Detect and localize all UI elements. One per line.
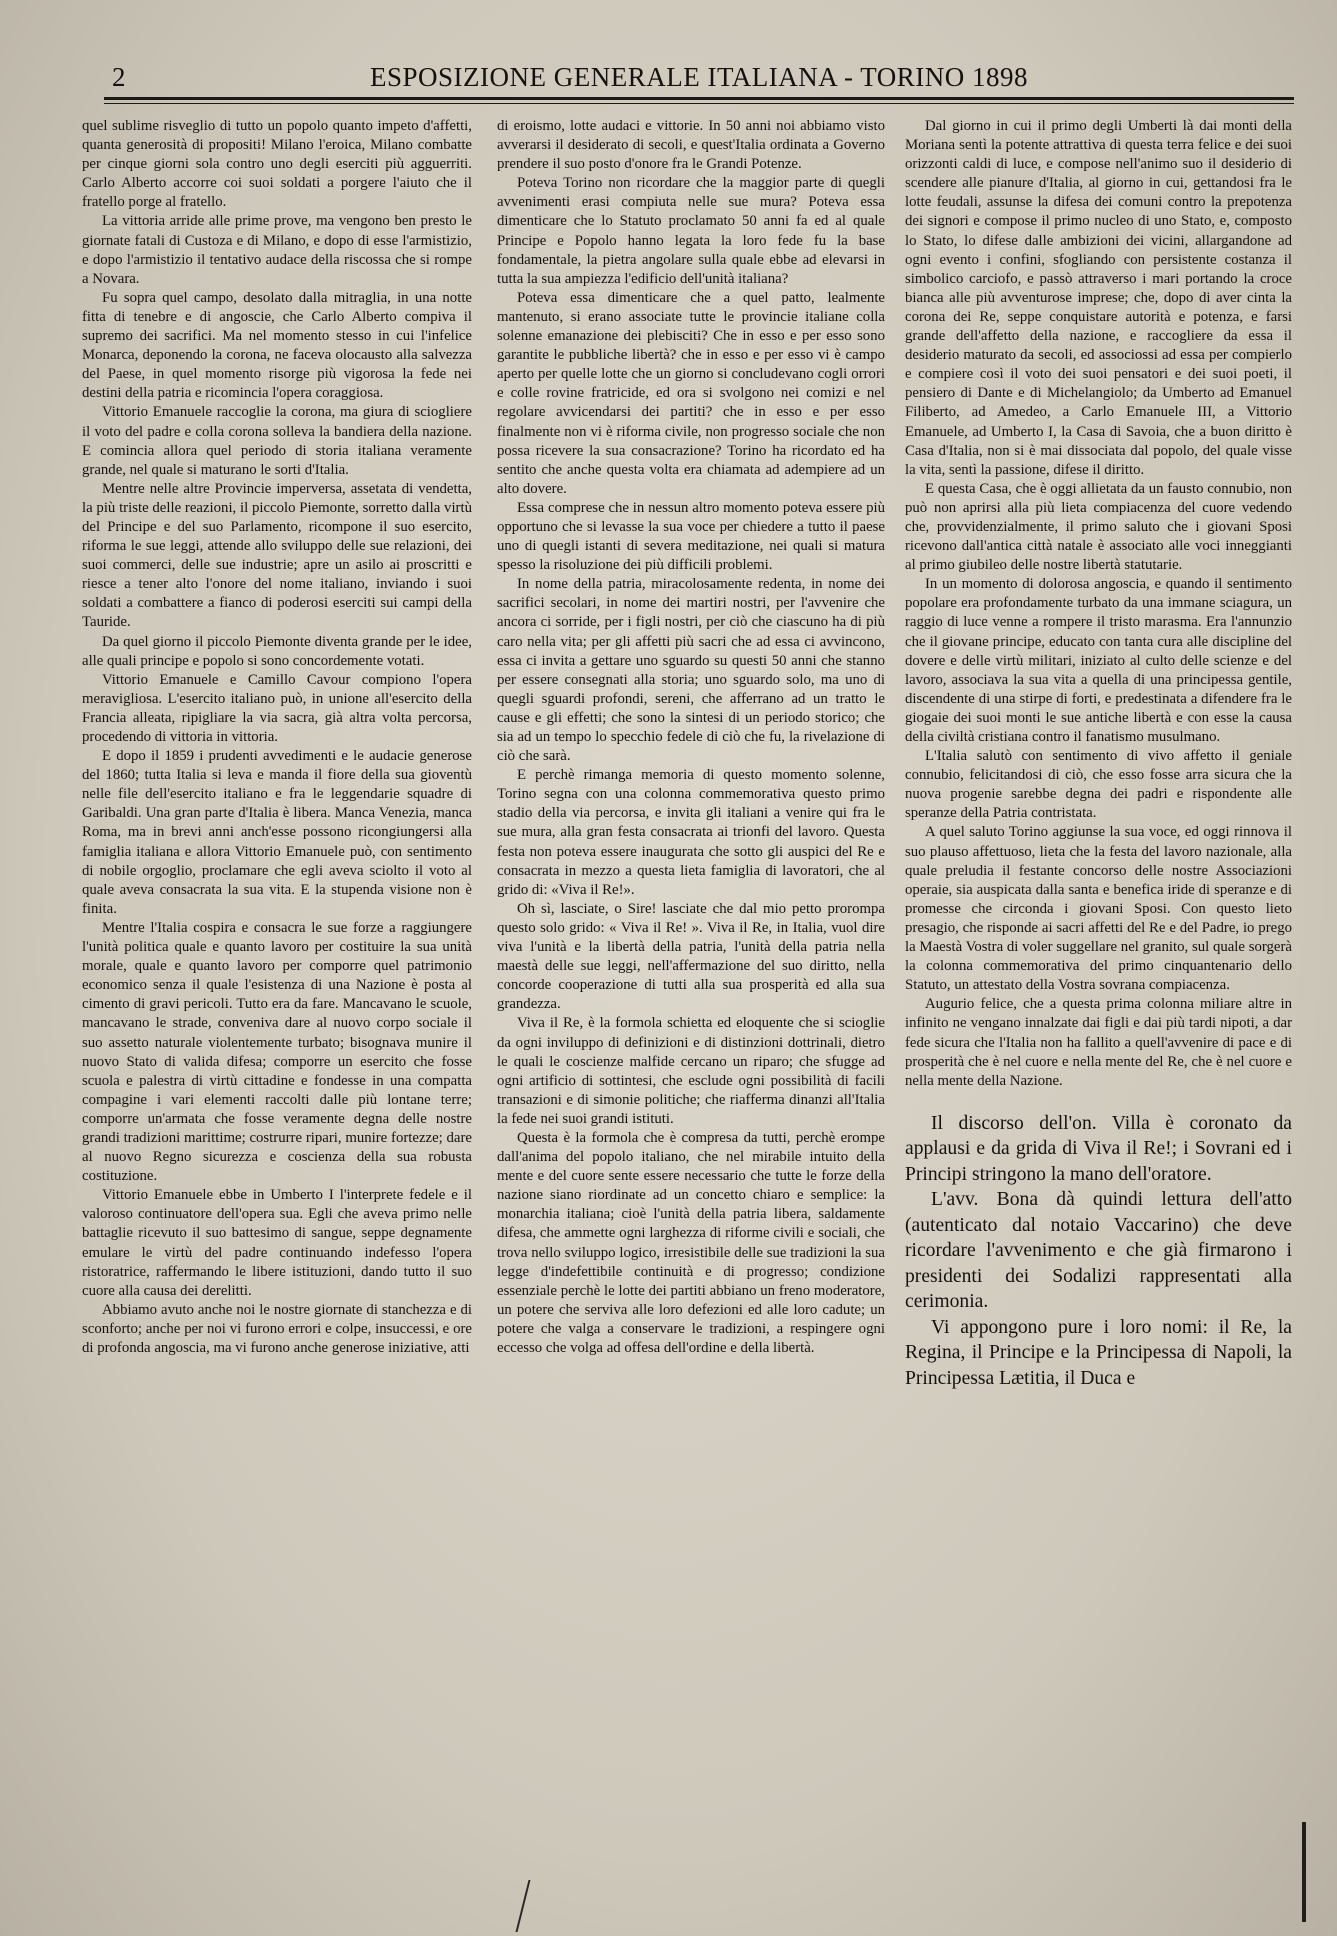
column-1-paragraph: La vittoria arride alle prime prove, ma vengono ben presto le giornate fatali di Custoza e di Milano, e dopo di esse l'armistizio, e dopo l'armistizio il tentativo audace della riscossa che si rompe a Novara. — [82, 213, 472, 287]
column-1-paragraph: Vittorio Emanuele e Camillo Cavour compiono l'opera meravigliosa. L'esercito italiano può, in unione all'esercito della Francia alleata, ripigliare la via sacra, già altra volta percorsa, procedendo di vittoria in vittoria. — [82, 671, 472, 745]
column-2-paragraph: Essa comprese che in nessun altro momento poteva essere più opportuno che si levasse la sua voce per chiedere a tutto il paese uno di quegli istanti di severa meditazione, nei quali si matura spesso la risoluzione dei più difficili problemi. — [497, 499, 885, 574]
column-1-paragraph: Vittorio Emanuele ebbe in Umberto I l'interprete fedele e il valoroso continuatore dell'opera sua. Egli che aveva primo nelle battaglie ricevuto il suo battesimo di sangue, seppe degnamente emulare le virtù del padre continuando indefesso l'opera ristoratrice, raffermando le libere istituzioni, dando tutto il suo cuore alla causa dei derelitti. — [82, 1187, 472, 1299]
column-2-paragraph: di eroismo, lotte audaci e vittorie. In 50 anni noi abbiamo visto avverarsi il desiderato di secoli, e quest'Italia ordinata a Governo prendere il suo posto d'onore fra le Grandi Potenze. — [497, 118, 885, 173]
header-rule-thick — [104, 97, 1294, 100]
column-1-paragraph: Abbiamo avuto anche noi le nostre giornate di stanchezza e di sconforto; anche per noi vi furono errori e colpe, insuccessi, e ore di profonda angoscia, ma vi furono anche generose iniziative, atti — [82, 1301, 472, 1356]
column-1-paragraph: Vittorio Emanuele raccoglie la corona, ma giura di sciogliere il voto del padre e colla corona solleva la bandiera della nazione. E comincia allora quel periodo di storia italiana veramente grande, nel quale si maturano le sorti d'Italia. — [82, 404, 472, 478]
column-3-paragraph: L'avv. Bona dà quindi lettura dell'atto (autenticato dal notaio Vaccarino) che deve ricordare l'avvenimento e che già firmarono i presidenti dei Sodalizi rappresentati alla cerimonia. — [905, 1189, 1292, 1313]
column-right — [905, 117, 1292, 1391]
running-title: ESPOSIZIONE GENERALE ITALIANA - TORINO 1898 — [369, 62, 1029, 92]
column-2-paragraph: In nome della patria, miracolosamente redenta, in nome dei sacrifici secolari, in nome dei martiri nostri, per l'avvenire che ancora ci sorride, per i figli nostri, per ciò che ciascuno ha di più caro nella vita; per gli affetti più sacri che ad essa ci avvincono, essa ci invita a gettare uno sguardo su questi 50 anni che stanno per essere consegnati alla storia; uno sguardo solo, ma uno di quegli sguardi profondi, sereni, che afferrano ad un tratto le cause e gli effetti; che sono la sintesi di un periodo storico; che sia ad un tempo lo specchio fedele di ciò che fu, la rivelazione di ciò che sarà. — [497, 576, 885, 765]
header-rule-thin — [104, 103, 1294, 104]
column-3-paragraph: E questa Casa, che è oggi allietata da un fausto connubio, non può non aprirsi alla più lieta compiacenza del cuore vedendo che, provvidenzialmente, il primo saluto che i giovani Sposi ricevono dall'antica città natale è associato alle voci inneggianti al primo giubileo delle nostre libertà statutarie. — [905, 480, 1292, 574]
column-3-paragraph: Dal giorno in cui il primo degli Umberti là dai monti della Moriana sentì la potente attrattiva di questa terra felice e dei suoi orizzonti caldi di luce, e compose nell'animo suo il desiderio di scendere alle pianure d'Italia, al giorno in cui, gettandosi fra le lotte feudali, assunse la difesa dei comuni contro la prepotenza dei signori e compose il primo nucleo di uno Stato, e, composto lo Stato, lo difese dalle ambizioni dei vicini, allargandone ad ogni evento i confini, sfogliando con persistente costanza il simbolico carciofo, e passò attraverso i mari portando la croce bianca alle più avventurose imprese; che, dopo di aver cinta la corona dei Re, seppe conquistare autorità e potenza, e farsi grande dell'affetto della nazione, e raccogliere da essa il desiderio maturato da secoli, ed associossi ad essa per compierlo e compiere così il voto dei suoi pensatori e dei suoi poeti, il pensiero di Dante e di Michelangiolo; da Umberto ad Emanuel Filiberto, ad Amedeo, a Carlo Emanuele III, a Vittorio Emanuele, ad Umberto I, la Casa di Savoia, che a buon diritto è Casa d'Italia, non si è mai dissociata dal popolo, del quale visse la vita, sentì la passione, difese il diritto. — [905, 118, 1292, 478]
column-3-paragraph: Augurio felice, che a questa prima colonna miliare altre in infinito ne vengano innalzate dai figli e dai più tardi nipoti, a dar fede sicura che l'Italia non ha fallito a quell'avvenire di pace e di prosperità che è nel cuore e nella mente del Re, che è nel cuore e nella mente della Nazione. — [905, 996, 1292, 1089]
column-3-paragraph: L'Italia salutò con sentimento di vivo affetto il geniale connubio, felicitandosi di ciò, che esso fosse arra sicura che la nuova progenie sarebbe degna dei padri e rispondente alle speranze della Patria contristata. — [905, 748, 1292, 822]
page-number: 2 — [112, 62, 126, 92]
page-header — [104, 58, 1294, 98]
column-3-paragraph: A quel saluto Torino aggiunse la sua voce, ed oggi rinnova il suo plauso affettuoso, lieta che la festa del lavoro nazionale, alla quale preludia il festante concorso delle nostre Associazioni operaie, sia auspicata dalla santa e benefica iride di speranze e di promesse che circonda i giovani Sposi. Con questo lieto presagio, che risponde ai sacri affetti del Re e del Padre, io prego la Maestà Vostra di voler suggellare nel granito, sul quale sorgerà la colonna commemorativa del primo cinquantenario dello Statuto, un attestato della Vostra sovrana compiacenza. — [905, 824, 1292, 994]
column-1-paragraph: E dopo il 1859 i prudenti avvedimenti e le audacie generose del 1860; tutta Italia si leva e manda il fiore della sua gioventù nelle file dell'esercito italiano e fra le leggendarie squadre di Garibaldi. Una gran parte d'Italia è libera. Manca Venezia, manca Roma, ma in brevi anni anch'esse possono ricongiungersi alla famiglia italiana e allora Vittorio Emanuele può, con sentimento di nobile orgoglio, proclamare che egli aveva sciolto il voto al quale aveva consacrata la sua vita. E la stupenda visione non è finita. — [82, 748, 472, 917]
text-columns — [0, 117, 1337, 1917]
column-1-paragraph: quel sublime risveglio di tutto un popolo quanto impeto d'affetti, quanta generosità di propositi! Milano l'eroica, Milano combatte per cinque giorni sola contro uno degli eserciti più agguerriti. Carlo Alberto accorre coi suoi soldati a porgere l'aiuto che il fratello porge al fratello. — [82, 118, 472, 211]
column-1-paragraph: Mentre nelle altre Provincie imperversa, assetata di vendetta, la più triste delle reazioni, il piccolo Piemonte, sorretto dalla virtù del Principe e del suo Parlamento, ricompone il suo esercito, riforma le sue leggi, attende allo sviluppo delle sue relazioni, dei suoi commerci, delle sue industrie; apre un asilo ai proscritti e riesce a tener alto l'onore del nome italiano, inviando i suoi soldati a combattere a fianco di poderosi eserciti sui campi della Tauride. — [82, 480, 472, 631]
column-2-paragraph: E perchè rimanga memoria di questo momento solenne, Torino segna con una colonna commemorativa questo primo stadio della via percorsa, e invita gli italiani a venire qui fra le sue mura, alla gran festa consacrata ai trionfi del lavoro. Questa festa non poteva essere inaugurata che sotto gli auspici del Re e consacrata in mezzo a questa lieta famiglia di lavoratori, che al grido di: «Viva il Re!». — [497, 767, 885, 898]
column-2-paragraph: Questa è la formola che è compresa da tutti, perchè erompe dall'anima del popolo italiano, che nel mirabile intuito della mente e del cuore sente essere necessario che tutte le forze della nazione siano riordinate ad un concetto chiaro e semplice: la monarchia italiana; cioè l'unità della patria libera, saldamente difesa, che ammette ogni larghezza di riforme civili e sociali, che trova nello sviluppo logico, irresistibile delle sue tradizioni la sua legge d'indefettibile continuità e di progresso; condizione essenziale perchè le lotte dei partiti abbiano un freno moderatore, un potere che serviva alle loro defezioni ed alle loro cadute; un potere che valga a conservare le tradizioni, a respingere ogni eccesso che volga ad offesa dell'ordine e della libertà. — [497, 1129, 885, 1356]
column-1-paragraph: Da quel giorno il piccolo Piemonte diventa grande per le idee, alle quali principe e popolo si sono concordemente votati. — [82, 633, 472, 669]
column-2-paragraph: Viva il Re, è la formola schietta ed eloquente che si scioglie da ogni inviluppo di definizioni e di distinzioni dottrinali, dietro le quali le coscienze malfide cercano un riparo; che sfugge ad ogni artificio di sottintesi, che esclude ogni possibilità di facili transazioni e di simonie politiche; che riafferma dinanzi all'Italia la fede nei suoi grandi istituti. — [497, 1015, 885, 1127]
column-3-paragraph: In un momento di dolorosa angoscia, e quando il sentimento popolare era profondamente turbato da una immane sciagura, un raggio di luce venne a rompere il tristo marasma. Era l'annunzio che il giovane principe, educato con tanta cura alle discipline del dovere e delle virtù militari, iniziato al culto delle scienze e del lavoro, associava la sua vita a quella di una principessa gentile, discendente di una stirpe di forti, e predestinata a difendere fra le giogaie dei suoi monti le sue antiche libertà e con esse la causa della civiltà cristiana contro il fanatismo musulmano. — [905, 576, 1292, 745]
column-middle — [497, 117, 885, 1358]
column-2-paragraph: Oh sì, lasciate, o Sire! lasciate che dal mio petto prorompa questo solo grido: « Viva il Re! ». Viva il Re, in Italia, vuol dire viva l'unità e la libertà della patria, l'unità della patria nella maestà delle sue leggi, nell'affermazione del suo diritto, nella concorde cooperazione di tutti alla sua prosperità ed alla sua grandezza. — [497, 900, 885, 1013]
column-2-paragraph: Poteva essa dimenticare che a quel patto, lealmente mantenuto, si erano associate tutte le provincie italiane colla solenne emanazione dei plebisciti? Che in esso e per esso sono garantite le pubbliche libertà? che in esso e per esso vi è campo aperto per quelle lotte che un giorno si concludevano cogli orrori e colle rovine fratricide, ed ora si svolgono nei comizi e nel regolare avvicendarsi dei partiti? che in esso e per esso finalmente non vi è riforma civile, non progresso sociale che non possa ricevere la sua consacrazione? Torino ha ricordato ed ha sentito che anche questa volta era chiamata ad adempiere ad un alto dovere. — [497, 289, 885, 497]
page-edge-mark — [1302, 1822, 1306, 1922]
column-1-paragraph: Mentre l'Italia cospira e consacra le sue forze a raggiungere l'unità politica quale e quanto lavoro per costituire la sua unità morale, quale e quanto lavoro per comporre quel patrimonio economico senza il quale l'esistenza di una Nazione è posta al cimento di gravi pericoli. Tutto era da fare. Mancavano le scuole, mancavano le strade, conveniva dare al nuovo corpo sociale il suo assetto naturale violentemente turbato; bisognava munire il nuovo Stato di valida difesa; comporre un esercito che fosse scuola e palestra di virtù cittadine e fondesse in una compatta compagine i vari elementi raccolti dalle più lontane terre; comporre un'armata che fosse veramente degna delle nostre grandi tradizioni marittime; costrurre ripari, munire fortezze; dare al nuovo Regno sicurezza e coscienza della sua robusta costituzione. — [82, 919, 472, 1185]
column-2-paragraph: Poteva Torino non ricordare che la maggior parte di quegli avvenimenti erasi compiuta nelle sue mura? Poteva essa dimenticare che lo Statuto proclamato 50 anni fa ed al quale Principe e Popolo hanno legata la loro fede fu la base fondamentale, la pietra angolare sulla quale ebbe ad elevarsi in tutta la sua ampiezza l'edificio dell'unità italiana? — [497, 175, 885, 287]
column-1-paragraph: Fu sopra quel campo, desolato dalla mitraglia, in una notte fitta di tenebre e di angoscie, che Carlo Alberto compiva il supremo dei sacrifici. Ma nel momento stesso in cui l'infelice Monarca, deponendo la corona, ne faceva olocausto alla salvezza del Paese, in quel momento risorge più vigorosa la fede nei destini della patria e ricomincia l'opera coraggiosa. — [82, 289, 472, 402]
column-3-paragraph: Vi appongono pure i loro nomi: il Re, la Regina, il Principe e la Principessa di Napoli, la Principessa Lætitia, il Duca e — [905, 1316, 1292, 1389]
column-3-paragraph: Il discorso dell'on. Villa è coronato da applausi e da grida di Viva il Re!; i Sovrani ed i Principi stringono la mano dell'oratore. — [905, 1112, 1292, 1185]
column-left — [82, 117, 472, 1358]
